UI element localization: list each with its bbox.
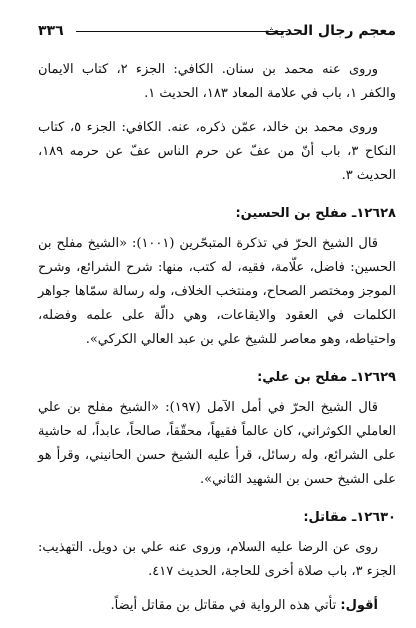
author-note [38,594,396,618]
note-text: تأتي هذه الرواية في مقاتل بن مقاتل أيضاً. [110,598,341,613]
header-rule [76,31,288,32]
page-number: ٣٣٦ [38,23,64,39]
entry-12630 [38,506,396,618]
entry-text: قال الشيخ الحرّ في أمل الآمل (١٩٧): «الشيخ مفلح بن علي العاملي الكوثراني، كان عالماً فقيهاً، محقّقاً، صالحاً، عابداً، له حاشية على الشرائع، وله رسائل، قرأ عليه الشيخ حسن الحانيني، وقرأ هو على الشيخ حسن بن الشهيد الثاني». [38,400,396,487]
entry-text: قال الشيخ الحرّ في تذكرة المتبحّرين (١٠٠١): «الشيخ مفلح بن الحسين: فاضل، علّامة، فقيه، له كتب، منها: شرح الشرائع، وشرح الموجز ومختصر الصحاح، ومنتخب الخلاف، وله رسالة سمّاها جواهر الكلمات في العقود والايقاعات، وهي دالّة على علمه وفضله، واحتياطه، وهو معاصر للشيخ علي بن عبد العالي الكركي». [38,236,396,347]
entry-text: روى عن الرضا عليه السلام، وروى عنه علي بن دويل. التهذيب: الجزء ٣، باب صلاة أخرى للحاجة، الحديث ٤١٧. [38,540,396,579]
paragraph-continuation-2: وروى محمد بن خالد، عمّن ذكره، عنه. الكافي: الجزء ٥، كتاب النكاح ٣، باب أنّ من عفّ عن حرم الناس عفّ عن حرمه ١٨٩، الحديث ٣. [38,120,396,183]
entry-title: ١٢٦٢٩ـ مفلح بن علي: [257,370,396,385]
page-body [38,58,396,628]
entry-12628 [38,202,396,352]
running-title: معجم رجال الحديث [264,23,396,39]
entry-title: ١٢٦٢٨ـ مفلح بن الحسين: [235,206,396,221]
paragraph-continuation-1: وروى عنه محمد بن سنان. الكافي: الجزء ٢، كتاب الايمان والكفر ١، باب في علامة المعاد ١٨٣، الحديث ١. [38,62,396,101]
entry-title: ١٢٦٣٠ـ مقاتل: [303,510,396,525]
entry-12629 [38,366,396,492]
page-header [38,22,396,44]
note-label: أقول: [340,598,378,613]
